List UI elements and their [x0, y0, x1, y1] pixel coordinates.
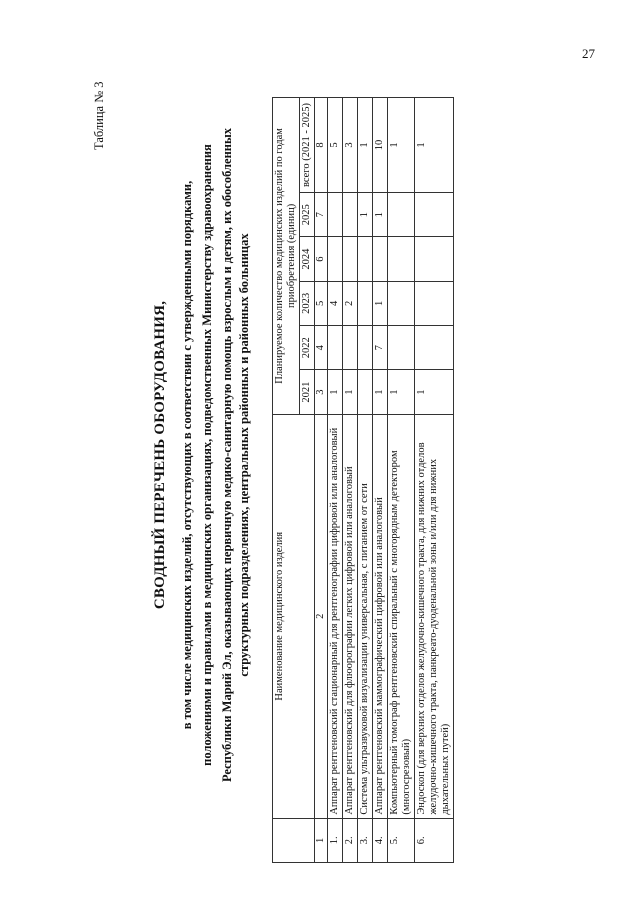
qty-2025 [328, 193, 343, 237]
equipment-name: Система ультразвуковой визуализации универсальная, с питанием от сети [358, 414, 373, 818]
equipment-name: Эндоскоп (для верхних отделов желудочно-кишечного тракта, для нижних отделов желудочно-кишечного тракта, панкреато-дуоденальной зоны и/или для нижних дыхательных путей) [415, 414, 454, 818]
qty-total: 1 [358, 98, 373, 193]
table-number: Таблица № 3 [92, 81, 106, 150]
qty-2023: 1 [373, 281, 388, 325]
qty-2023 [358, 281, 373, 325]
qty-2021 [358, 370, 373, 414]
document-title: СВОДНЫЙ ПЕРЕЧЕНЬ ОБОРУДОВАНИЯ, [152, 300, 168, 610]
header-year: 2022 [300, 326, 315, 370]
qty-2025: 1 [358, 193, 373, 237]
row-number: 3. [358, 818, 373, 862]
qty-2023: 2 [343, 281, 358, 325]
qty-2021: 1 [343, 370, 358, 414]
column-number: 1 [315, 818, 328, 862]
equipment-name: Компьютерный томограф рентгеновский спиральный с многорядным детектором (многосрезовый) [388, 414, 415, 818]
header-year: 2021 [300, 370, 315, 414]
qty-total: 10 [373, 98, 388, 193]
qty-2022: 7 [373, 326, 388, 370]
row-number: 6. [415, 818, 454, 862]
qty-2024 [343, 237, 358, 281]
qty-total: 1 [388, 98, 415, 193]
qty-2025 [343, 193, 358, 237]
header-year: 2024 [300, 237, 315, 281]
qty-2022 [415, 326, 454, 370]
table-row [328, 98, 343, 863]
qty-2021: 1 [415, 370, 454, 414]
row-number: 2. [343, 818, 358, 862]
column-number: 6 [315, 237, 328, 281]
column-number: 5 [315, 281, 328, 325]
table-row [358, 98, 373, 863]
equipment-name: Аппарат рентгеновский для флюорографии легких цифровой или аналоговый [343, 414, 358, 818]
qty-total: 1 [415, 98, 454, 193]
qty-2022 [328, 326, 343, 370]
qty-2022 [388, 326, 415, 370]
table-row [373, 98, 388, 863]
table-row [343, 98, 358, 863]
qty-2023 [388, 281, 415, 325]
qty-2024 [358, 237, 373, 281]
qty-total: 3 [343, 98, 358, 193]
header-number-cell [273, 818, 315, 862]
qty-2023: 4 [328, 281, 343, 325]
column-number: 7 [315, 193, 328, 237]
qty-2023 [415, 281, 454, 325]
header-year: 2025 [300, 193, 315, 237]
qty-2021: 1 [328, 370, 343, 414]
column-number: 8 [315, 98, 328, 193]
equipment-name: Аппарат рентгеновский стационарный для рентгенографии цифровой или аналоговый [328, 414, 343, 818]
equipment-name: Аппарат рентгеновский маммографический цифровой или аналоговый [373, 414, 388, 818]
qty-2021: 1 [388, 370, 415, 414]
subtitle-line: положениями и правилами в медицинских организациях, подведомственных Министерству здравоохранения [200, 144, 214, 766]
header-year-total: всего (2021 - 2025) [300, 98, 315, 193]
subtitle-line: Республики Марий Эл, оказывающих первичную медико-санитарную помощь взрослым и детям, их обособленных [220, 127, 234, 783]
table-row [388, 98, 415, 863]
header-planned: Планируемое количество медицинских изделий по годам приобретения (единиц) [273, 98, 300, 415]
rotated-content [20, 25, 620, 885]
qty-2022 [343, 326, 358, 370]
subtitle-line: структурных подразделениях, центральных районных и районных больницах [237, 233, 251, 677]
header-name: Наименование медицинского изделия [273, 414, 315, 818]
qty-2022 [358, 326, 373, 370]
page-number: 27 [582, 46, 595, 61]
header-year: 2023 [300, 281, 315, 325]
qty-2025: 1 [373, 193, 388, 237]
qty-total: 5 [328, 98, 343, 193]
qty-2025 [388, 193, 415, 237]
row-number: 1. [328, 818, 343, 862]
row-number: 5. [388, 818, 415, 862]
qty-2025 [415, 193, 454, 237]
qty-2024 [373, 237, 388, 281]
table-row [415, 98, 454, 863]
subtitle-line: в том числе медицинских изделий, отсутствующих в соответствии с утвержденными порядками, [180, 180, 194, 730]
row-number: 4. [373, 818, 388, 862]
table-body [328, 98, 454, 863]
column-number: 4 [315, 326, 328, 370]
equipment-table [272, 97, 454, 863]
qty-2021: 1 [373, 370, 388, 414]
column-number: 3 [315, 370, 328, 414]
column-number: 2 [315, 414, 328, 818]
qty-2024 [415, 237, 454, 281]
qty-2024 [328, 237, 343, 281]
qty-2024 [388, 237, 415, 281]
